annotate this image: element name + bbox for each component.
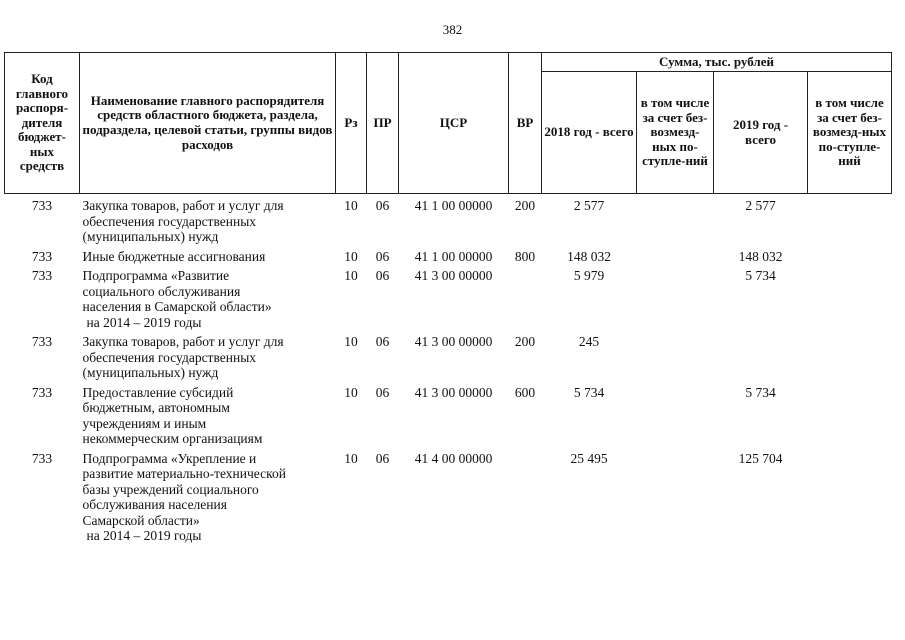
row-name-line: базы учреждений социального (82, 481, 259, 497)
row-name-line: на 2014 – 2019 годы (86, 314, 202, 330)
row-2018-grant (637, 247, 714, 267)
header-2019-total: 2019 год - всего (714, 72, 808, 194)
page-number: 382 (442, 22, 463, 37)
row-name-line: (муниципальных) нужд (82, 229, 219, 244)
table-header (5, 53, 892, 194)
row-2018-total: 148 032 (567, 248, 611, 264)
row-vr: 800 (514, 248, 536, 264)
row-pr: 06 (375, 198, 390, 213)
table-row (5, 383, 892, 449)
table-row (5, 266, 892, 332)
row-name-line: учреждениям и иным (82, 415, 207, 431)
row-rz: 10 (344, 248, 358, 264)
row-csr: 41 3 00 00000 (414, 384, 493, 400)
row-code: 733 (31, 248, 53, 264)
row-name (80, 194, 336, 247)
row-2018-total: 5 734 (573, 384, 605, 400)
row-2018-total: 25 495 (570, 450, 608, 466)
row-2019-grant (808, 332, 892, 383)
row-2019-grant (808, 383, 892, 449)
header-2018-total: 2018 год - всего (542, 72, 637, 194)
row-name-line: некоммерческим организациям (82, 431, 263, 446)
row-2019-total: 148 032 (738, 248, 783, 264)
row-2019-total: 5 734 (745, 384, 776, 400)
row-2018-grant (637, 332, 714, 383)
row-code: 733 (31, 334, 53, 349)
row-name-line: обеспечения государственных (82, 349, 257, 365)
row-rz: 10 (344, 450, 358, 466)
row-code: 733 (31, 198, 53, 213)
row-csr: 41 1 00 00000 (414, 248, 493, 264)
row-2019-grant (808, 247, 892, 267)
row-2018-grant (637, 449, 714, 546)
row-2019-grant (808, 194, 892, 247)
row-name-line: Подпрограмма «Укрепление и (82, 450, 257, 466)
row-name-line: населения в Самарской области» (82, 299, 272, 314)
row-name-line: обслуживания населения (82, 497, 227, 512)
table-row (5, 449, 892, 546)
row-name-line: обеспечения государственных (82, 213, 257, 229)
header-rz: Рз (336, 53, 367, 194)
row-name-line: Закупка товаров, работ и услуг для (82, 334, 284, 349)
row-name (80, 449, 336, 546)
header-2018-grant: в том числе за счет без-возмезд-ных по-ступле-ний (637, 72, 714, 194)
row-pr: 06 (375, 268, 390, 283)
row-code: 733 (31, 268, 53, 283)
row-2019-grant (808, 266, 892, 332)
table-row (5, 332, 892, 383)
row-vr (509, 266, 542, 332)
row-csr: 41 3 00 00000 (414, 334, 493, 349)
row-2018-grant (637, 194, 714, 247)
row-code: 733 (31, 450, 53, 466)
row-csr: 41 4 00 00000 (414, 450, 493, 466)
row-csr: 41 3 00 00000 (414, 268, 493, 283)
row-name-line: Предоставление субсидий (82, 384, 234, 400)
row-pr: 06 (375, 450, 390, 466)
header-pr: ПР (367, 53, 399, 194)
row-name-line: Иные бюджетные ассигнования (82, 248, 266, 264)
row-pr: 06 (375, 334, 390, 349)
row-vr: 200 (514, 198, 536, 213)
header-name: Наименование главного распорядителя средств областного бюджета, раздела, подраздела, целевой статьи, группы видов расходов (80, 53, 336, 194)
row-2019-total: 2 577 (745, 198, 776, 213)
row-name (80, 332, 336, 383)
row-name-line: Закупка товаров, работ и услуг для (82, 198, 284, 213)
row-2018-grant (637, 383, 714, 449)
table-row (5, 247, 892, 267)
header-code: Код главного распоря-дителя бюджет-ных средств (5, 53, 80, 194)
row-vr (509, 449, 542, 546)
header-csr: ЦСР (399, 53, 509, 194)
header-vr: ВР (509, 53, 542, 194)
row-rz: 10 (344, 334, 358, 349)
row-name (80, 383, 336, 449)
row-name (80, 247, 336, 267)
row-rz: 10 (344, 198, 358, 213)
header-sum-group: Сумма, тыс. рублей (542, 53, 892, 72)
row-2019-total: 125 704 (738, 450, 783, 466)
row-vr: 600 (514, 384, 536, 400)
row-name-line: Самарской области» (82, 512, 200, 528)
row-code: 733 (31, 384, 53, 400)
budget-table (4, 52, 892, 546)
row-rz: 10 (344, 268, 358, 283)
header-2019-grant: в том числе за счет без-возмезд-ных по-ступле-ний (808, 72, 892, 194)
row-name-line: Подпрограмма «Развитие (82, 268, 230, 283)
row-name-line: развитие материально-технической (82, 466, 286, 481)
row-2019-grant (808, 449, 892, 546)
row-name-line: бюджетным, автономным (82, 400, 230, 415)
table-body (5, 194, 892, 546)
row-2018-total: 2 577 (573, 198, 605, 213)
row-2018-total: 245 (578, 334, 600, 349)
row-name-line: социального обслуживания (82, 283, 241, 299)
row-2018-grant (637, 266, 714, 332)
row-csr: 41 1 00 00000 (414, 198, 493, 213)
row-name-line: на 2014 – 2019 годы (86, 528, 202, 543)
row-2019-total (714, 332, 808, 383)
row-pr: 06 (375, 384, 390, 400)
table-row (5, 194, 892, 247)
row-pr: 06 (375, 248, 390, 264)
row-2018-total: 5 979 (573, 268, 605, 283)
row-name (80, 266, 336, 332)
row-name-line: (муниципальных) нужд (82, 365, 219, 380)
row-2019-total: 5 734 (745, 268, 776, 283)
row-vr: 200 (514, 334, 536, 349)
row-rz: 10 (344, 384, 358, 400)
